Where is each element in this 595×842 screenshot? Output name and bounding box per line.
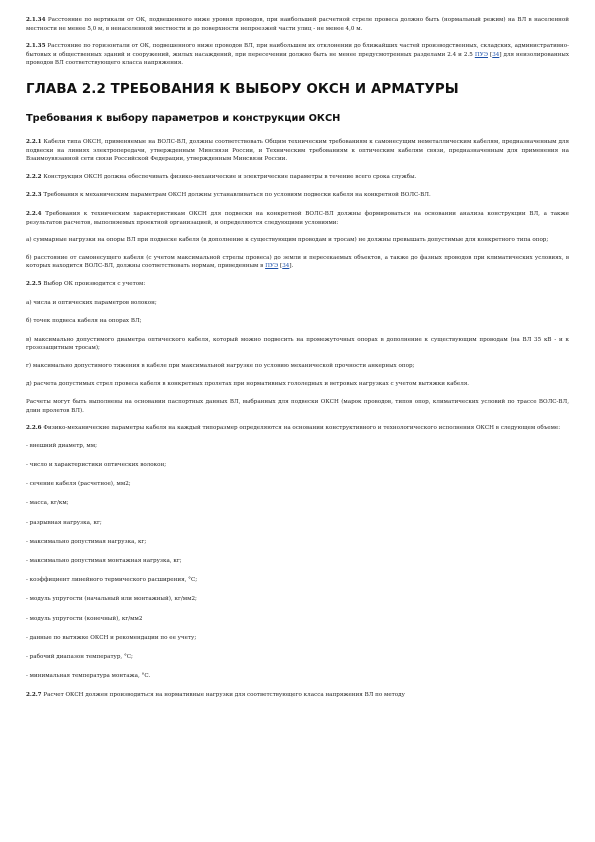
list-item: - внешний диаметр, мм; xyxy=(26,442,98,449)
paragraph-2-2-2 xyxy=(26,173,569,182)
clause-number: 2.1.34 xyxy=(26,17,46,23)
paragraph-2-2-1 xyxy=(26,138,569,164)
selection-item-b: б) точек подвеса кабеля на опорах ВЛ; xyxy=(26,318,142,325)
paragraph-text: б) расстояние от самонесущего кабеля (с учетом максимальной стрелы провеса) до земли и пересекаемых объектов, а также до фазных проводов при климатических условиях, в которых находится ВОЛС-ВЛ, должны соответствовать нормам, приведенным в xyxy=(26,254,569,270)
clause-number: 2.2.5 xyxy=(26,280,42,287)
paragraph-2-2-5 xyxy=(26,280,569,289)
selection-item-c: в) максимально допустимого диаметра оптического кабеля, который можно подвесить на промежуточных опорах в дополнение к существующим проводам (на ВЛ 35 кВ - и к грозозащитным тросам); xyxy=(26,336,569,352)
paragraph-text: Физико-механические параметры кабеля на каждый типоразмер определяются на основании конструктивного и технологического исполнения ОКСН в следующем объеме: xyxy=(41,425,561,432)
list-item: - максимально допустимая монтажная нагрузка, кг; xyxy=(26,557,182,564)
calculation-note: Расчеты могут быть выполнены на основании паспортных данных ВЛ, выбранных для подвески ОКСН (марок проводов, типов опор, климатических условий по трассе ВОЛС-ВЛ, длин пролетов ВЛ). xyxy=(26,399,569,414)
selection-item-d: г) максимально допустимого тяжения в кабеле при максимальной нагрузке по условию механической прочности анкерных опор; xyxy=(26,362,415,369)
paragraph-text-end: ]. xyxy=(289,263,294,270)
pue-link[interactable]: ПУЭ xyxy=(265,263,279,270)
selection-item-e: д) расчета допустимых стрел провеса кабеля в конкретных пролетах при нормативных гололедных и ветровых нагрузках с учетом вытяжки кабеля. xyxy=(26,381,470,388)
list-item: - сечение кабеля (расчетное), мм2; xyxy=(26,481,131,488)
paragraph-2-1-35 xyxy=(26,42,569,68)
list-item: - масса, кг/км; xyxy=(26,500,69,507)
clause-number: 2.2.1 xyxy=(26,138,42,145)
parameter-list xyxy=(26,442,569,681)
clause-number: 2.2.7 xyxy=(26,692,42,699)
paragraph-text: Расчет ОКСН должен производиться на нормативные нагрузки для соответствующего класса напряжения ВЛ по методу xyxy=(41,692,405,699)
list-item: - разрывная нагрузка, кг; xyxy=(26,519,102,526)
list-item: - рабочий диапазон температур, °С; xyxy=(26,653,133,660)
paragraph-text-end: ] для неизолированных проводов ВЛ соответствующего класса напряжения. xyxy=(26,51,570,67)
clause-number: 2.2.3 xyxy=(26,192,42,199)
paragraph-2-2-6 xyxy=(26,424,569,433)
list-item: - модуль упругости (конечный), кг/мм2 xyxy=(26,615,143,622)
clause-number: 2.2.4 xyxy=(26,210,42,217)
paragraph-text: Выбор ОК производится с учетом: xyxy=(41,280,146,287)
pue-link[interactable]: ПУЭ xyxy=(474,51,489,58)
clause-number: 2.2.6 xyxy=(26,425,42,432)
clause-number: 2.1.35 xyxy=(26,43,46,50)
bracket-open: [ xyxy=(278,263,283,270)
selection-item-a: а) числа и оптических параметров волокон; xyxy=(26,299,157,306)
paragraph-text: Расстояние по вертикали от ОК, подвешенного ниже уровня проводов, при наибольшей расчетной стреле провеса должно быть (нормальный режим) на ВЛ в населенной местности не менее 5,0 м, в ненаселенной местности и до поверхности непроезжей части улиц - не менее 4,0 м. xyxy=(26,17,569,32)
list-item: - максимально допустимая нагрузка, кг; xyxy=(26,538,147,545)
list-item: - минимальная температура монтажа, °С. xyxy=(26,673,151,680)
paragraph-2-2-3 xyxy=(26,191,569,200)
bracket-open: [ xyxy=(488,51,493,58)
paragraph-2-1-34 xyxy=(26,16,569,33)
paragraph-text: Конструкция ОКСН должна обеспечивать физико-механические и электрические параметры в течение всего срока службы. xyxy=(41,173,417,180)
paragraph-2-2-4 xyxy=(26,210,569,227)
paragraph-2-2-7 xyxy=(26,691,569,700)
reference-34-link[interactable]: 34 xyxy=(492,51,500,58)
list-item: - число и характеристики оптических волокон; xyxy=(26,462,167,469)
list-item: - модуль упругости (начальный или монтажный), кг/мм2; xyxy=(26,596,197,603)
chapter-title: ГЛАВА 2.2 ТРЕБОВАНИЯ К ВЫБОРУ ОКСН И АРМАТУРЫ xyxy=(26,81,459,97)
condition-a: а) суммарные нагрузки на опоры ВЛ при подвеске кабеля (в дополнение к существующим проводам и тросам) не должны превышать допустимые для конкретного типа опор; xyxy=(26,237,549,244)
reference-34-link[interactable]: 34 xyxy=(282,263,290,270)
paragraph-text: Кабели типа ОКСН, применяемые на ВОЛС-ВЛ, должны соответствовать Общим техническим требованиям к самонесущим неметаллическим кабелям, предназначенным для подвески на линиях электропередачи, утвержденным Минсвязи России, и Техническим требованиям к оптическим кабелям связи, предназначенным для применения на Взаимоувязанной сети связи Российской Федерации, утвержденным Минсвязи России. xyxy=(26,138,569,163)
paragraph-text: Требования к механическим параметрам ОКСН должны устанавливаться по условиям подвески кабеля на конкретной ВОЛС-ВЛ. xyxy=(41,192,431,199)
paragraph-text: Расстояние по горизонтали от ОК, подвешенного ниже проводов ВЛ, при наибольшем их отклонении до ближайших частей производственных, складских, административно-бытовых и общественных зданий и сооружений, жилых насаждений, при пересечении должно быть не менее предусмотренных разделами 2.4 и 2.5 xyxy=(26,43,569,58)
paragraph-text: Требования к техническим характеристикам ОКСН для подвески на конкретной ВОЛС-ВЛ должны формироваться на основании анализа конструкции ВЛ, а также результатов расчетов, выполняемых проектной организацией, и определяются следующими условиями: xyxy=(26,210,569,226)
clause-number: 2.2.2 xyxy=(26,173,42,180)
section-title: Требования к выбору параметров и конструкции ОКСН xyxy=(26,112,341,124)
condition-b xyxy=(26,254,569,271)
list-item: - коэффициент линейного термического расширения, °С; xyxy=(26,577,198,584)
list-item: - данные по вытяжке ОКСН и рекомендации по ее учету; xyxy=(26,634,197,641)
